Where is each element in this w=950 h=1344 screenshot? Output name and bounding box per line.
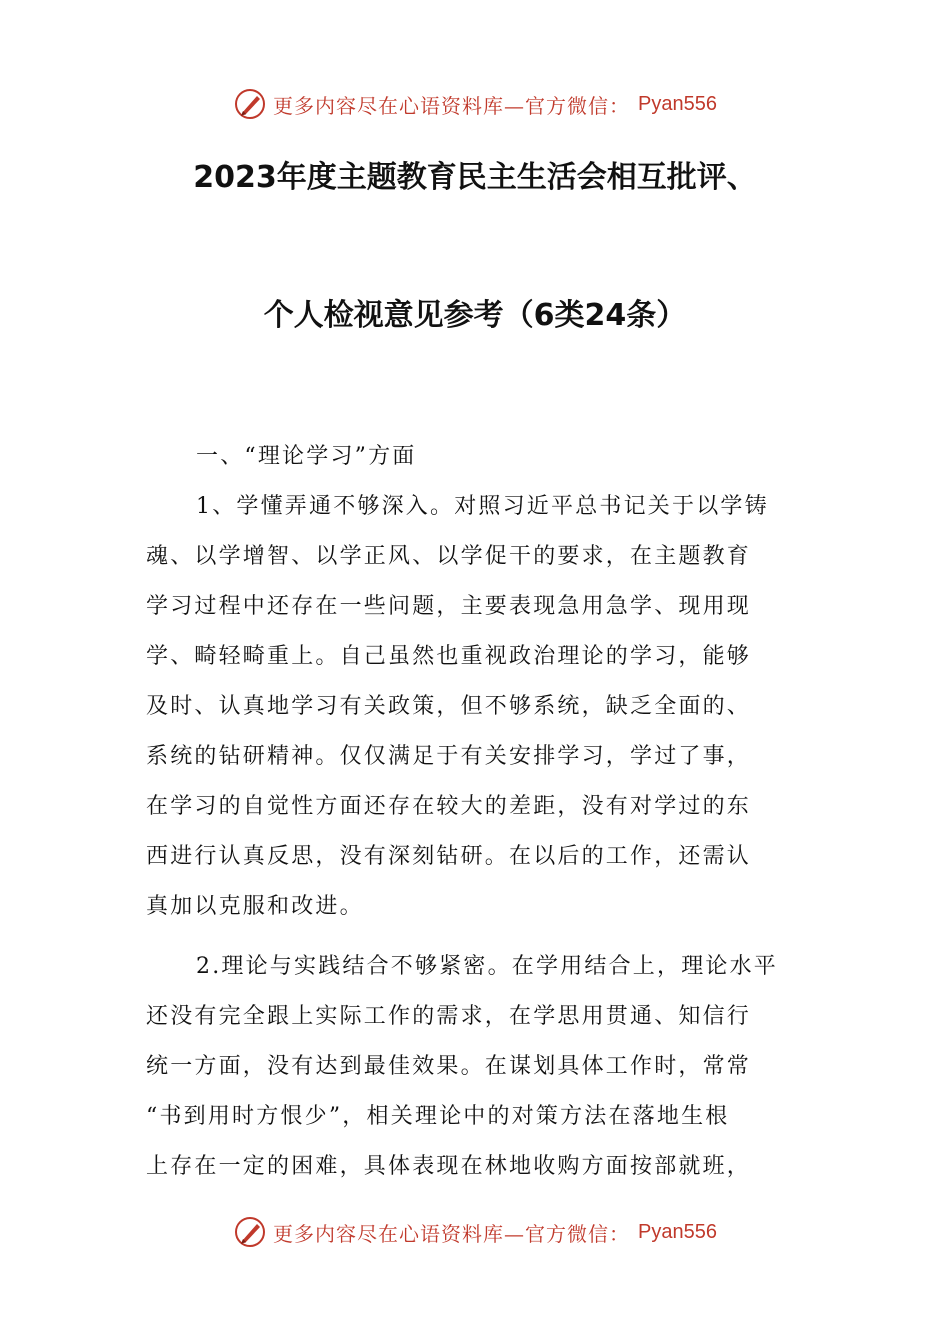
header-watermark bbox=[0, 84, 950, 124]
paragraph-line: 统一方面，没有达到最佳效果。在谋划具体工作时，常常 bbox=[146, 1054, 752, 1079]
paragraph-line: 及时、认真地学习有关政策，但不够系统，缺乏全面的、 bbox=[146, 694, 752, 719]
section-heading: 一、“理论学习”方面 bbox=[196, 444, 417, 469]
document-body bbox=[146, 432, 806, 1192]
paragraph-line: 魂、以学增智、以学正风、以学促干的要求，在主题教育 bbox=[146, 544, 752, 569]
footer-watermark bbox=[0, 1212, 950, 1252]
document-title-line-1: 2023年度主题教育民主生活会相互批评、 bbox=[193, 160, 757, 195]
watermark-wechat-id: Pyan556 bbox=[638, 92, 717, 115]
paragraph-line: 西进行认真反思，没有深刻钻研。在以后的工作，还需认 bbox=[146, 844, 752, 869]
paragraph-item-1 bbox=[146, 482, 806, 932]
watermark-text: 更多内容尽在心语资料库—官方微信： bbox=[273, 93, 631, 118]
paragraph-line: 真加以克服和改进。 bbox=[146, 894, 364, 919]
paragraph-line: 2.理论与实践结合不够紧密。在学用结合上，理论水平 bbox=[196, 954, 778, 979]
paragraph-item-2 bbox=[146, 942, 806, 1192]
paragraph-line: “书到用时方恨少”，相关理论中的对策方法在落地生根 bbox=[146, 1104, 730, 1129]
document-title-line-2: 个人检视意见参考（6类24条） bbox=[263, 298, 687, 333]
paragraph-line: 在学习的自觉性方面还存在较大的差距，没有对学过的东 bbox=[146, 794, 752, 819]
paragraph-line: 还没有完全跟上实际工作的需求，在学思用贯通、知信行 bbox=[146, 1004, 752, 1029]
watermark-wechat-id: Pyan556 bbox=[638, 1220, 717, 1243]
paragraph-line: 学习过程中还存在一些问题，主要表现急用急学、现用现 bbox=[146, 594, 752, 619]
pen-logo-icon bbox=[233, 1215, 267, 1249]
pen-logo-icon bbox=[233, 87, 267, 121]
paragraph-line: 学、畸轻畸重上。自己虽然也重视政治理论的学习，能够 bbox=[146, 644, 752, 669]
paragraph-line: 系统的钻研精神。仅仅满足于有关安排学习，学过了事， bbox=[146, 744, 752, 769]
watermark-text: 更多内容尽在心语资料库—官方微信： bbox=[273, 1221, 631, 1246]
paragraph-line: 1、学懂弄通不够深入。对照习近平总书记关于以学铸 bbox=[196, 494, 769, 519]
paragraph-line: 上存在一定的困难，具体表现在林地收购方面按部就班， bbox=[146, 1154, 752, 1179]
